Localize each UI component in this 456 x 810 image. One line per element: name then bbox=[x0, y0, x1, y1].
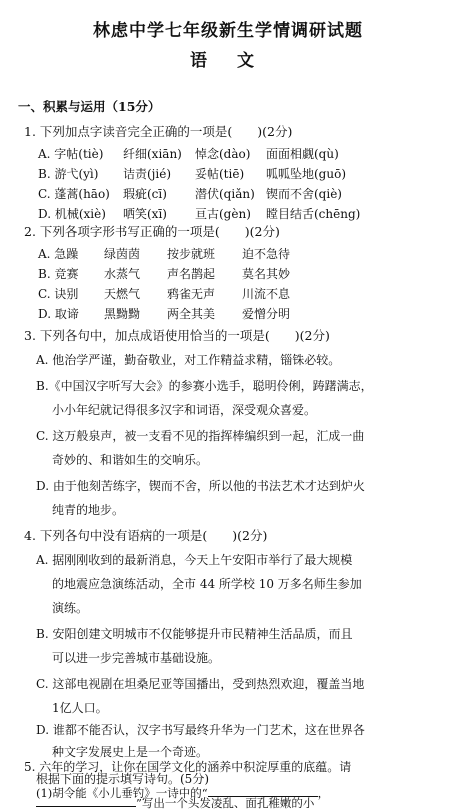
q1-cell: 哂笑(xī) bbox=[123, 207, 167, 221]
q1-cell: 亘古(gèn) bbox=[195, 207, 251, 221]
q4-stem: 4. 下列各句中没有语病的一项是( )(2分) bbox=[24, 528, 268, 543]
q2-cell: 迫不急待 bbox=[242, 247, 291, 261]
q5-stem: 5. 六年的学习，让你在国学文化的涵养中积淀厚重的底蕴。请 bbox=[24, 760, 352, 774]
subject-title: 语 文 bbox=[190, 51, 266, 71]
q4-option-b: B. 安阳创建文明城市不仅能够提升市民精神生活品质，而且 bbox=[36, 627, 353, 641]
q2-stem: 2. 下列各项字形书写正确的一项是( )(2分) bbox=[24, 224, 280, 239]
q1-cell: 悼念(dào) bbox=[195, 147, 251, 161]
q2-cell: 绿茵茵 bbox=[104, 247, 141, 261]
q4-option-c-cont: 1亿人口。 bbox=[52, 701, 108, 715]
q2-cell: A. 急躁 bbox=[38, 247, 79, 261]
q4-option-b-cont: 可以进一步完善城市基础设施。 bbox=[52, 651, 221, 665]
q5-sub1-suffix: ”写出一个头发凌乱、面孔稚嫩的小 bbox=[136, 796, 315, 810]
q1-cell: 呱呱坠地(guō) bbox=[266, 167, 346, 181]
exam-title: 林虑中学七年级新生学情调研试题 bbox=[93, 21, 363, 41]
q3-option-c: C. 这万般泉声，被一支看不见的指挥棒编织到一起，汇成一曲 bbox=[36, 429, 365, 443]
q1-cell: 面面相觑(qù) bbox=[266, 147, 339, 161]
q1-cell: 瑕疵(cī) bbox=[123, 187, 167, 201]
q1-cell: 潜伏(qiǎn) bbox=[195, 187, 255, 201]
q2-cell: 两全其美 bbox=[167, 307, 216, 321]
q5-sub1-prefix: (1)胡令能《小儿垂钓》一诗中的“ bbox=[36, 786, 208, 800]
q2-cell: 按步就班 bbox=[167, 247, 216, 261]
q1-cell: 妥帖(tiē) bbox=[195, 167, 245, 181]
q2-cell: 水蒸气 bbox=[104, 267, 141, 281]
q2-cell: 莫名其妙 bbox=[242, 267, 291, 281]
q3-stem: 3. 下列各句中，加点成语使用恰当的一项是( )(2分) bbox=[24, 328, 330, 343]
q1-cell: 纤细(xiān) bbox=[123, 147, 182, 161]
q4-option-d: D. 谁都不能否认，汉字书写最终升华为一门艺术，这在世界各 bbox=[36, 723, 365, 737]
q1-cell: A. 字帖(tiè) bbox=[38, 147, 104, 161]
q1-cell: C. 蓬蒿(hāo) bbox=[38, 187, 110, 201]
q2-cell: C. 诀别 bbox=[38, 287, 79, 301]
q1-cell: 瞠目结舌(chēng) bbox=[266, 207, 361, 221]
q2-cell: 声名鹊起 bbox=[167, 267, 216, 281]
q1-cell: D. 机械(xiè) bbox=[38, 207, 106, 221]
q2-cell: 黑黝黝 bbox=[104, 307, 141, 321]
q4-option-d-cont: 种文字发展史上是一个奇迹。 bbox=[52, 745, 209, 759]
q2-cell: 川流不息 bbox=[242, 287, 291, 301]
q2-cell: B. 竞赛 bbox=[38, 267, 79, 281]
q2-cell: D. 取谛 bbox=[38, 307, 79, 321]
q4-option-c: C. 这部电视剧在坦桑尼亚等国播出，受到热烈欢迎，覆盖当地 bbox=[36, 677, 365, 691]
q3-option-b-cont: 小小年纪就记得很多汉字和词语，深受观众喜爱。 bbox=[52, 403, 317, 417]
q4-option-a-cont: 演练。 bbox=[52, 601, 89, 615]
q5-stem-cont: 根据下面的提示填写诗句。(5分) bbox=[36, 772, 209, 786]
section-heading: 一、积累与运用（15分） bbox=[18, 99, 161, 114]
answer-blank[interactable] bbox=[36, 794, 136, 807]
q2-cell: 鸦雀无声 bbox=[167, 287, 216, 301]
q3-option-c-cont: 奇妙的、和谐如生的交响乐。 bbox=[52, 453, 209, 467]
q1-cell: B. 游弋(yì) bbox=[38, 167, 99, 181]
q5-sub1-cont bbox=[36, 794, 314, 809]
q1-cell: 锲而不舍(qiè) bbox=[266, 187, 342, 201]
q3-option-b: B.《中国汉字听写大会》的参赛小选手，聪明伶俐，踌躇满志， bbox=[36, 379, 373, 393]
q4-option-a: A. 据刚刚收到的最新消息，今天上午安阳市举行了最大规模 bbox=[36, 553, 353, 567]
q5-sub1-end: ， bbox=[317, 786, 330, 800]
q3-option-d-cont: 纯青的地步。 bbox=[52, 503, 125, 517]
q1-cell: 诘责(jié) bbox=[123, 167, 172, 181]
q1-stem: 1. 下列加点字读音完全正确的一项是( )(2分) bbox=[24, 124, 293, 139]
q2-cell: 天燃气 bbox=[104, 287, 141, 301]
q4-option-a-cont: 的地震应急演练活动，全市 44 所学校 10 万多名师生参加 bbox=[52, 577, 362, 591]
q3-option-d: D. 由于他刻苦练字，锲而不舍，所以他的书法艺术才达到炉火 bbox=[36, 479, 365, 493]
q3-option-a: A. 他治学严谨，勤奋敬业，对工作精益求精，锱铢必较。 bbox=[36, 353, 341, 367]
q2-cell: 爱憎分明 bbox=[242, 307, 291, 321]
